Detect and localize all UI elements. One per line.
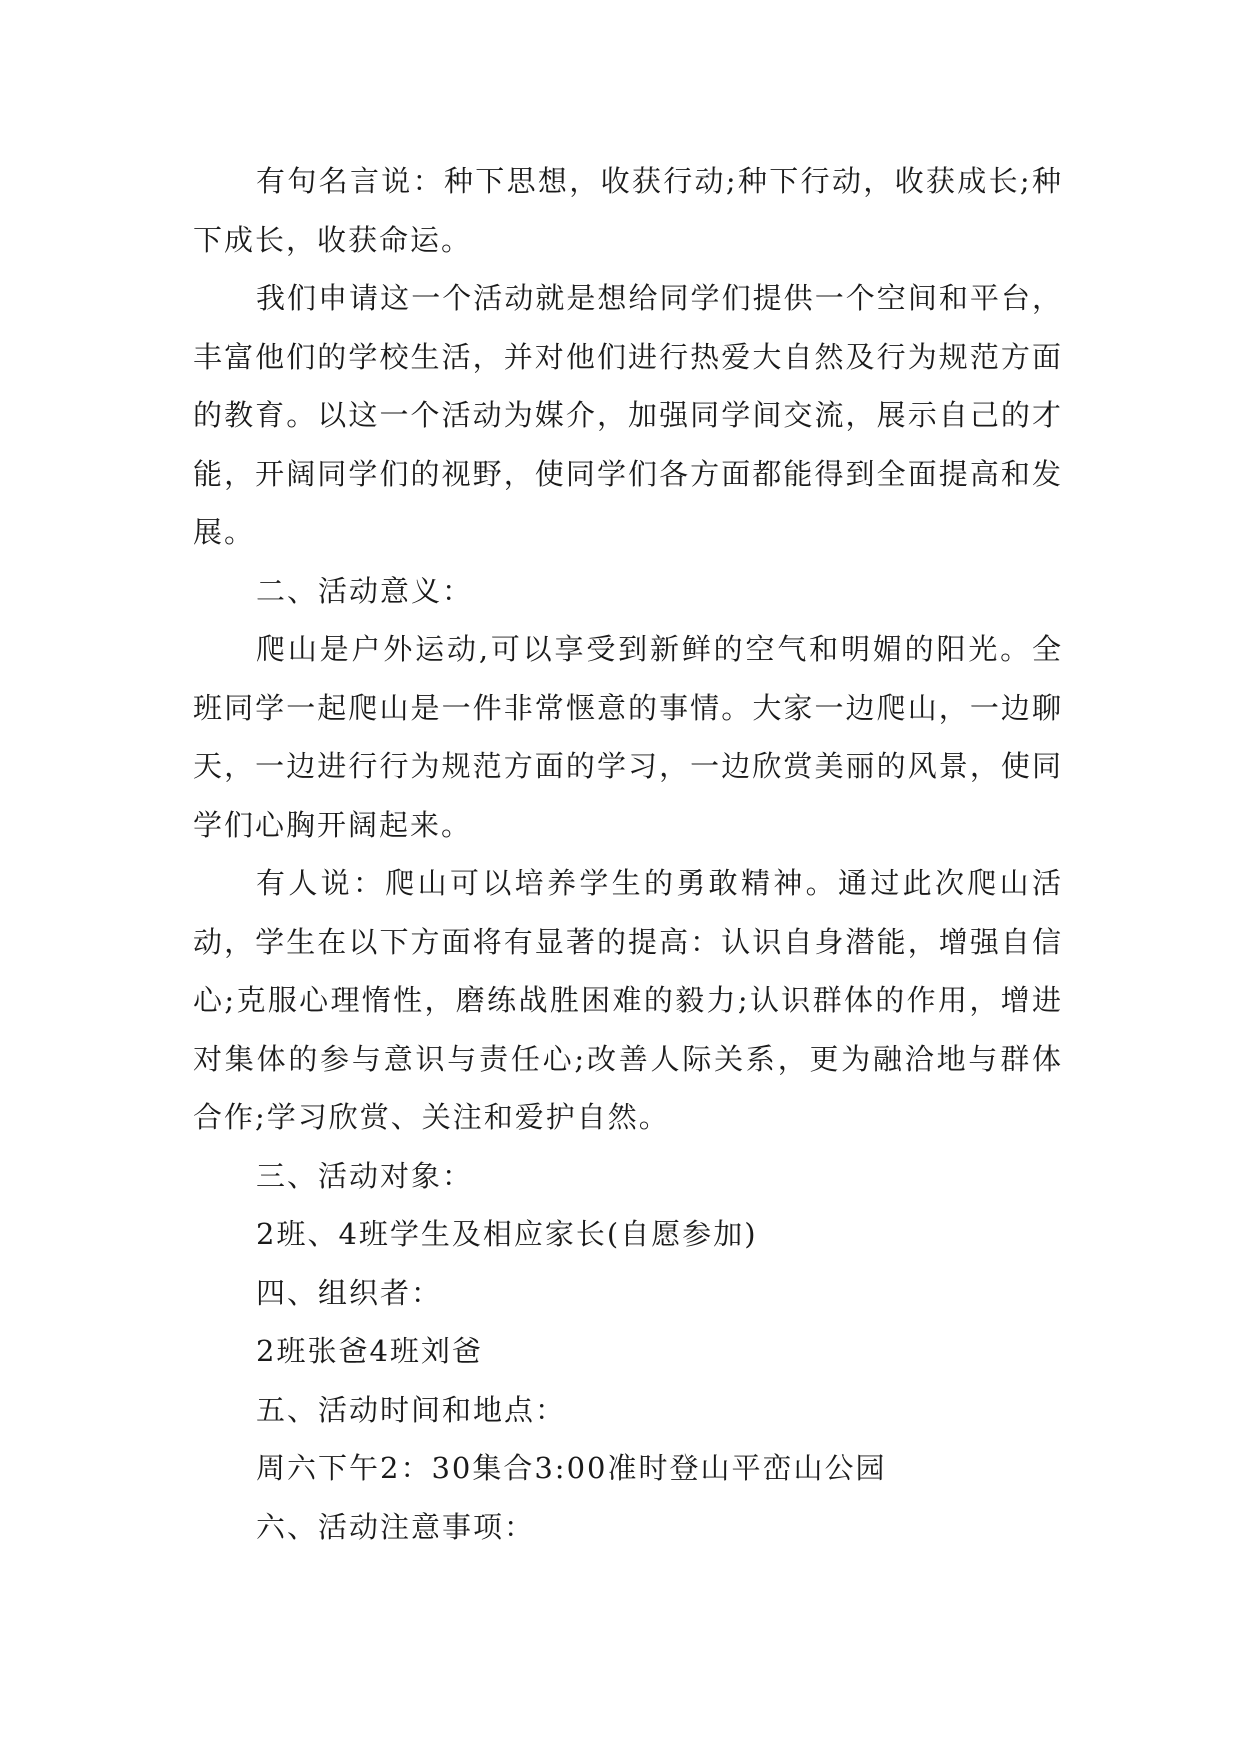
document-body xyxy=(193,152,1063,1556)
paragraph-time-place: 周六下午2：30集合3:00准时登山平峦山公园 xyxy=(256,1451,887,1485)
section-heading-notes: 六、活动注意事项： xyxy=(256,1509,536,1544)
paragraph-participants: 2班、4班学生及相应家长(自愿参加) xyxy=(256,1217,758,1251)
section-heading-significance: 二、活动意义： xyxy=(256,573,474,608)
paragraph-significance: 爬山是户外运动,可以享受到新鲜的空气和明媚的阳光。全班同学一起爬山是一件非常惬意的事情。大家一边爬山，一边聊天，一边进行行为规范方面的学习，一边欣赏美丽的风景，使同学们心胸开阔起来。 xyxy=(193,632,1063,842)
section-heading-time-place: 五、活动时间和地点： xyxy=(256,1392,567,1427)
section-heading-participants: 三、活动对象： xyxy=(256,1158,474,1193)
paragraph-benefits: 有人说：爬山可以培养学生的勇敢精神。通过此次爬山活动，学生在以下方面将有显著的提高：认识自身潜能，增强自信心;克服心理惰性，磨练战胜困难的毅力;认识群体的作用，增进对集体的参与意识与责任心;改善人际关系，更为融洽地与群体合作;学习欣赏、关注和爱护自然。 xyxy=(193,866,1063,1134)
paragraph-purpose: 我们申请这一个活动就是想给同学们提供一个空间和平台，丰富他们的学校生活，并对他们进行热爱大自然及行为规范方面的教育。以这一个活动为媒介，加强同学间交流，展示自己的才能，开阔同学们的视野，使同学们各方面都能得到全面提高和发展。 xyxy=(193,281,1063,549)
paragraph-quote: 有句名言说：种下思想，收获行动;种下行动，收获成长;种下成长，收获命运。 xyxy=(193,164,1063,257)
section-heading-organizers: 四、组织者： xyxy=(256,1275,443,1310)
paragraph-organizers: 2班张爸4班刘爸 xyxy=(256,1334,483,1368)
